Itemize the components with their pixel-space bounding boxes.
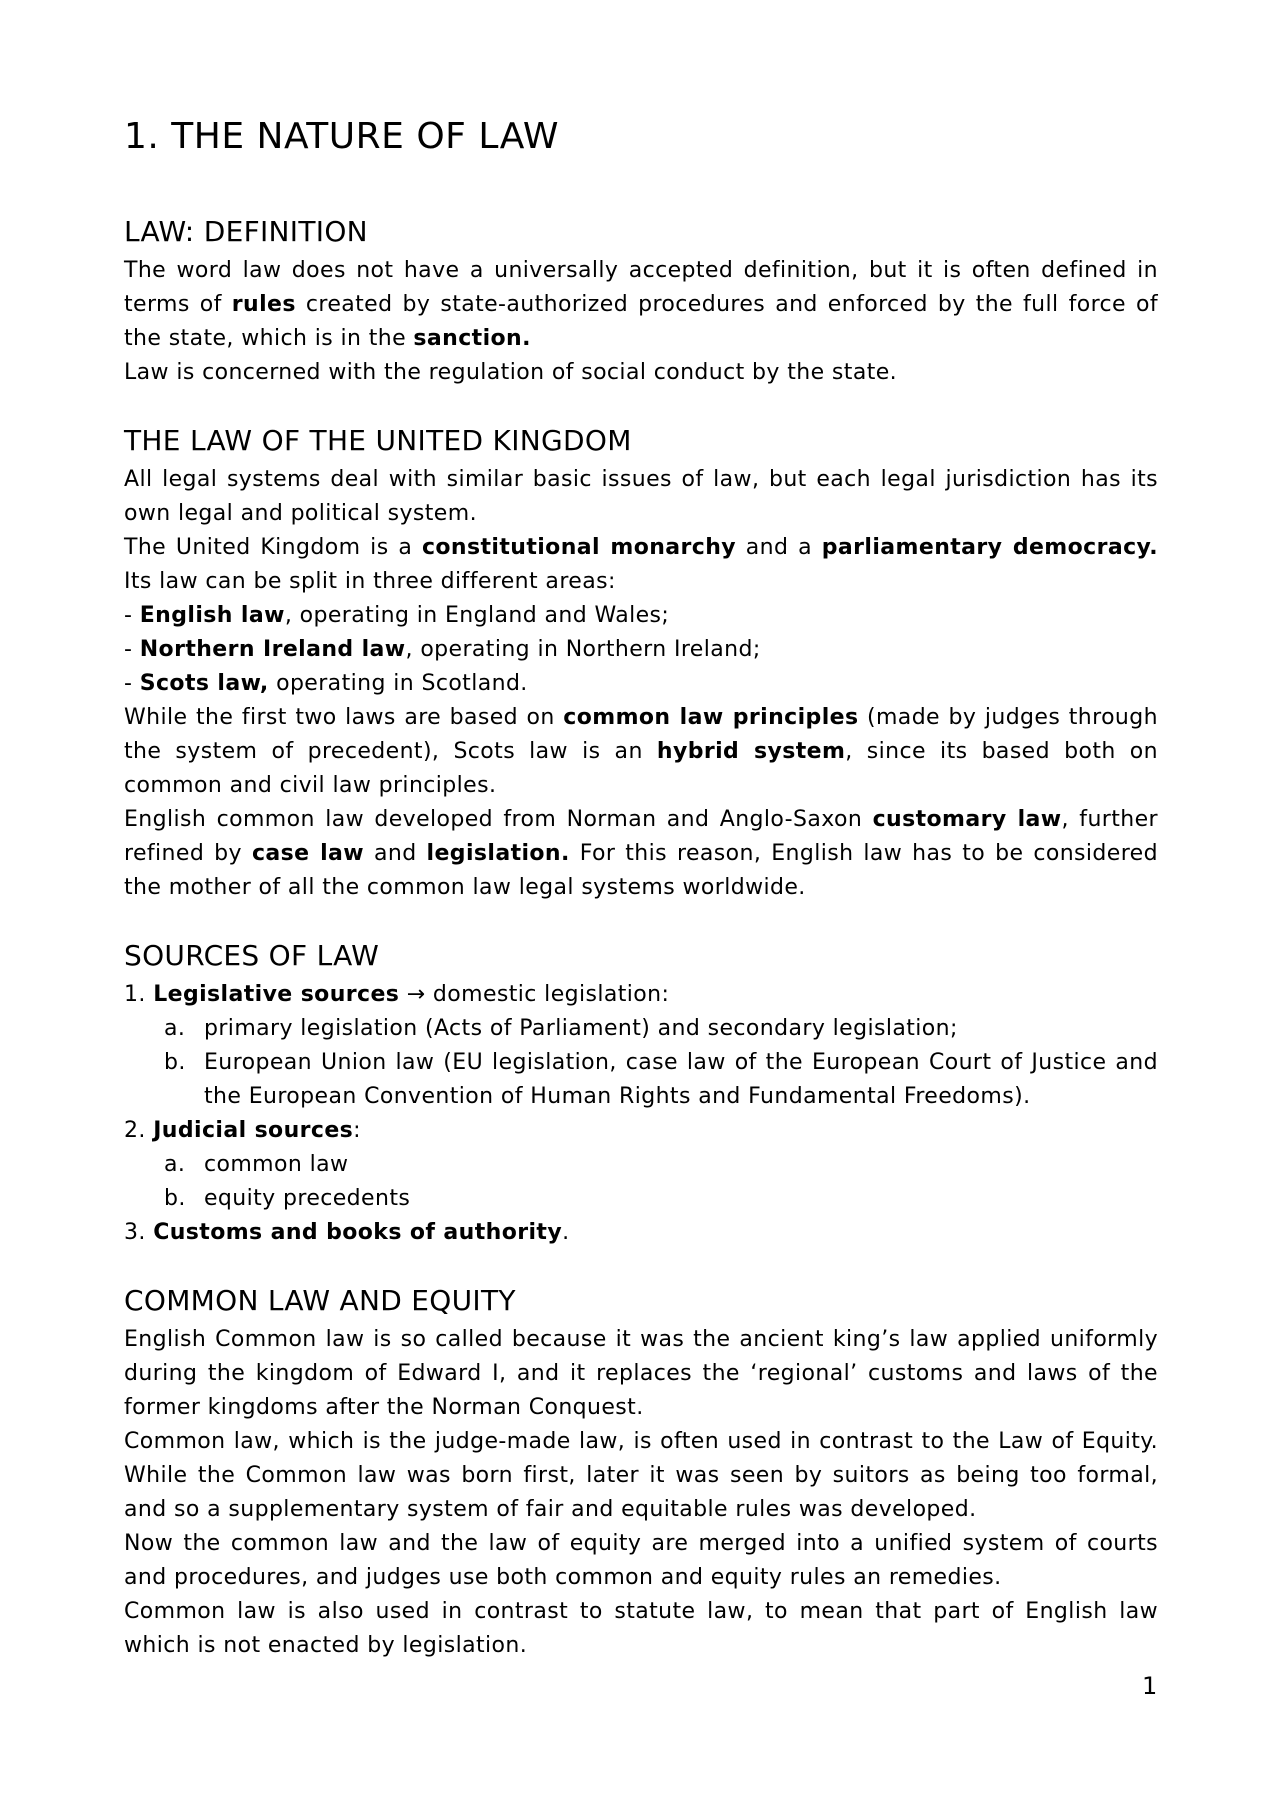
section-heading: COMMON LAW AND EQUITY bbox=[124, 1284, 516, 1317]
paragraph: The word law does not have a universally accepted definition, but it is often defined in terms of rules created by state-authorized procedures and enforced by the full force of the state, which is in the sanction. bbox=[124, 258, 1158, 351]
section-heading: SOURCES OF LAW bbox=[124, 939, 380, 972]
sub-list bbox=[124, 1148, 1158, 1216]
paragraph: The United Kingdom is a constitutional monarchy and a parliamentary democracy. Its law can be split in three different areas: bbox=[124, 535, 1159, 594]
list-item: - Northern Ireland law, operating in Northern Ireland; bbox=[124, 637, 761, 662]
paragraph: Common law is also used in contrast to statute law, to mean that part of English law which is not enacted by legislation. bbox=[124, 1599, 1158, 1658]
list-item: - English law, operating in England and Wales; bbox=[124, 603, 670, 628]
section-uk-law bbox=[124, 423, 1158, 905]
sources-list bbox=[124, 978, 1158, 1250]
jurisdiction-list bbox=[124, 599, 1158, 701]
list-item: 3. Customs and books of authority. bbox=[124, 1220, 570, 1245]
section-common-law-equity bbox=[124, 1283, 1158, 1663]
sub-list bbox=[124, 1012, 1158, 1114]
list-item: a. primary legislation (Acts of Parliament) and secondary legislation; bbox=[164, 1016, 958, 1041]
section-heading: THE LAW OF THE UNITED KINGDOM bbox=[124, 424, 632, 457]
section-sources-of-law bbox=[124, 938, 1158, 1250]
list-item: b. equity precedents bbox=[164, 1186, 411, 1211]
chapter-title: 1. THE NATURE OF LAW bbox=[124, 116, 559, 157]
paragraph: English Common law is so called because it was the ancient king’s law applied uniformly during the kingdom of Edward I, and it replaces the ‘regional’ customs and laws of the former kingdoms after the Norman Conquest. bbox=[124, 1327, 1158, 1420]
section-law-definition bbox=[124, 214, 1158, 390]
paragraph: English common law developed from Norman and Anglo-Saxon customary law, further refined by case law and legislation. For this reason, English law has to be considered the mother of all the common law legal systems worldwide. bbox=[124, 807, 1158, 900]
list-item: - Scots law, operating in Scotland. bbox=[124, 671, 528, 696]
page-number: 1 bbox=[1142, 1672, 1158, 1700]
paragraph: Common law, which is the judge-made law, is often used in contrast to the Law of Equity. While the Common law was born first, later it was seen by suitors as being too formal, and so a supplementary system of fair and equitable rules was developed. bbox=[124, 1429, 1158, 1522]
list-item: b. European Union law (EU legislation, case law of the European Court of Justice and the European Convention of Human Rights and Fundamental Freedoms). bbox=[164, 1050, 1158, 1109]
list-item: a. common law bbox=[164, 1152, 349, 1177]
list-item: 2. Judicial sources: bbox=[124, 1118, 361, 1143]
list-item: 1. Legislative sources → domestic legislation: bbox=[124, 982, 670, 1007]
section-heading: LAW: DEFINITION bbox=[124, 215, 368, 248]
paragraph: Law is concerned with the regulation of social conduct by the state. bbox=[124, 360, 898, 385]
paragraph: While the first two laws are based on common law principles (made by judges through the system of precedent), Scots law is an hybrid system, since its based both on common and civil law principles. bbox=[124, 705, 1159, 798]
paragraph: Now the common law and the law of equity are merged into a unified system of courts and procedures, and judges use both common and equity rules an remedies. bbox=[124, 1531, 1158, 1590]
paragraph: All legal systems deal with similar basic issues of law, but each legal jurisdiction has its own legal and political system. bbox=[124, 467, 1158, 526]
